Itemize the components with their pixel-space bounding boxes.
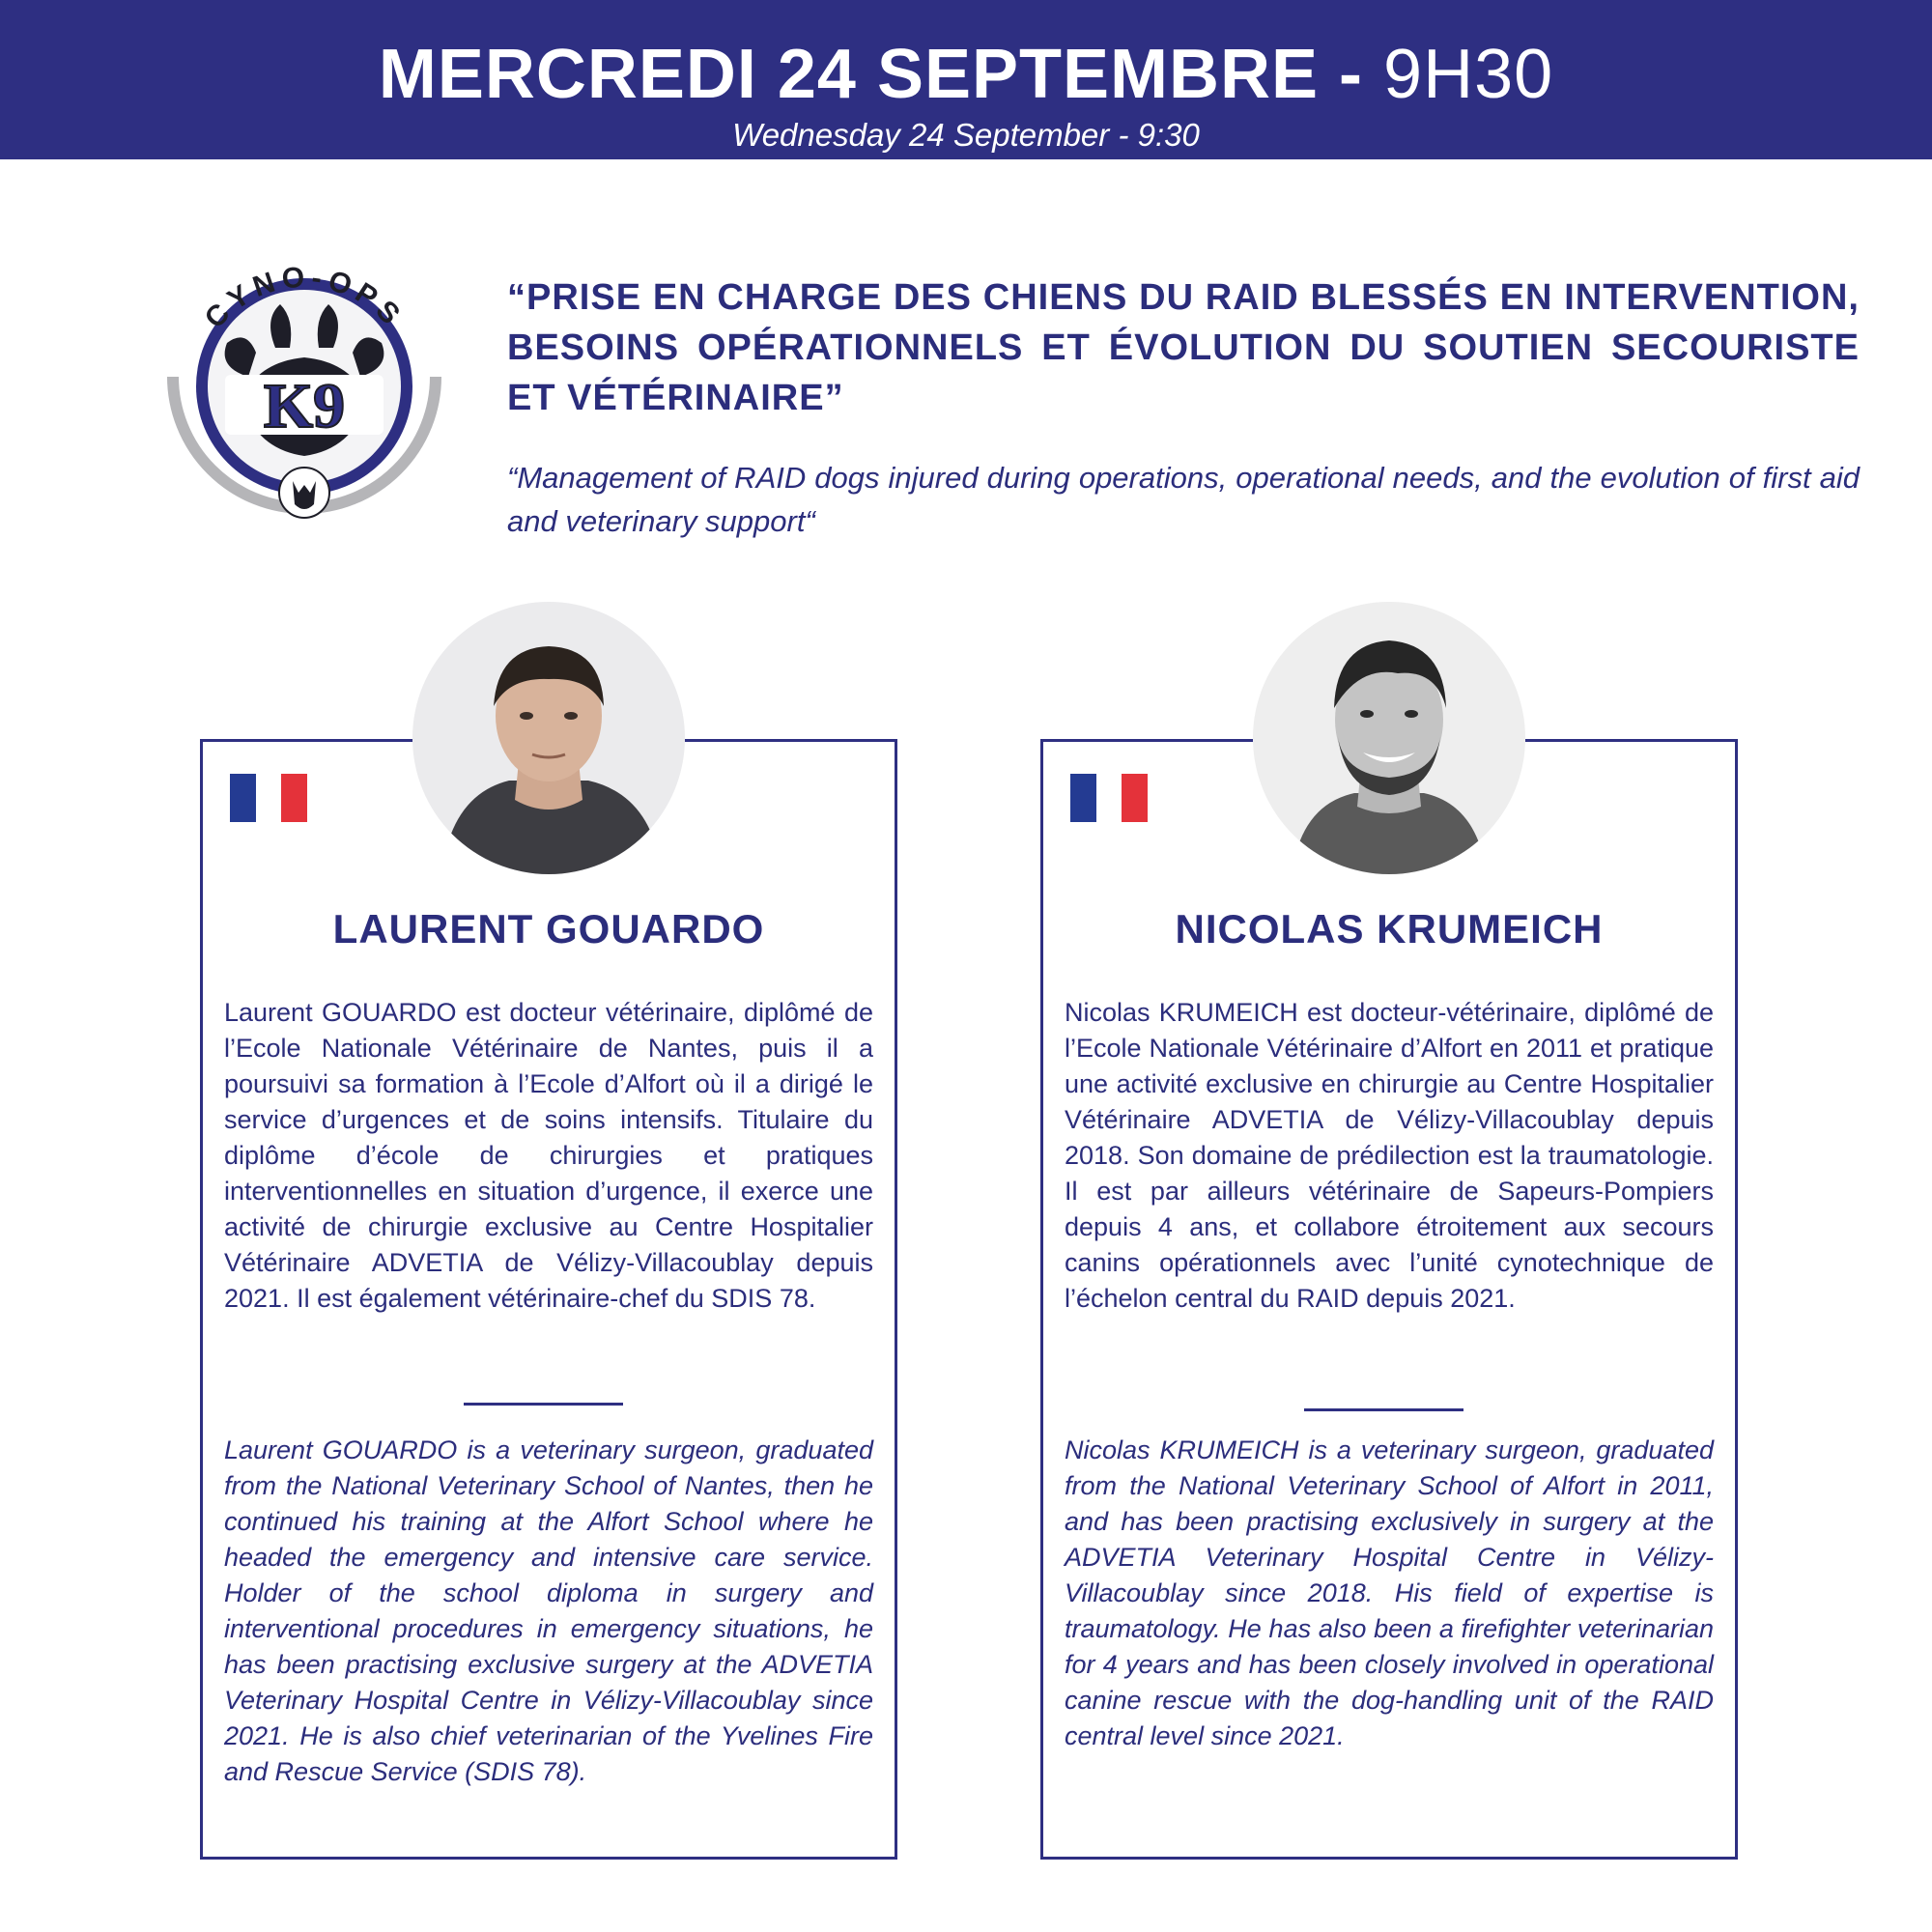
date-time-separator: - [1339,36,1364,113]
event-date: MERCREDI 24 SEPTEMBRE [378,36,1320,113]
speaker-bio-french: Laurent GOUARDO est docteur vétérinaire, diplômé de l’Ecole Nationale Vétérinaire de Nantes, puis il a poursuivi sa formation à l’Ecole d’Alfort où il a dirigé le service d’urgences et de soins intensifs. Titulaire du diplôme d’école de chirurgies et pratiques interventionnelles en situation d’urgence, il exerce une activité de chirurgie exclusive au Centre Hospitalier Vétérinaire ADVETIA de Vélizy-Villacoublay depuis 2021. Il est également vétérinaire-chef du SDIS 78. [224,998,873,1313]
bio-divider [1304,1408,1463,1411]
speaker-name: NICOLAS KRUMEICH [1175,906,1604,952]
event-date-time [0,33,1932,116]
person-portrait-icon [412,602,685,874]
event-time: 9H30 [1383,36,1554,113]
speaker-bio-english: Laurent GOUARDO is a veterinary surgeon, graduated from the National Veterinary School of Nantes, then he continued his training at the Alfort School where he headed the emergency and intensive care service. Holder of the school diploma in surgery and interventional procedures in emergency situations, he has been practising exclusive surgery at the ADVETIA Veterinary Hospital Centre in Vélizy-Villacoublay since 2021. He is also chief veterinarian of the Yvelines Fire and Rescue Service (SDIS 78). [224,1435,873,1786]
speaker-photo-nicolas-krumeich [1253,602,1525,874]
person-portrait-icon [1253,602,1525,874]
speaker-bio-english: Nicolas KRUMEICH is a veterinary surgeon, graduated from the National Veterinary School of Alfort in 2011, and has been practising exclusively in surgery at the ADVETIA Veterinary Hospital Centre in Vélizy-Villacoublay since 2018. His field of expertise is traumatology. He has also been a firefighter veterinarian for 4 years and has been closely involved in operational canine rescue with the dog-handling unit of the RAID central level since 2021. [1065,1435,1714,1750]
speaker-photo-laurent-gouardo [412,602,685,874]
france-flag-icon [230,774,307,822]
talk-title-french: “PRISE EN CHARGE DES CHIENS DU RAID BLESSÉS EN INTERVENTION, BESOINS OPÉRATIONNELS ET ÉVOLUTION DU SOUTIEN SECOURISTE ET VÉTÉRINAIRE” [507,277,1860,418]
header-banner [0,0,1932,159]
france-flag-icon [1070,774,1148,822]
speaker-name: LAURENT GOUARDO [332,906,765,952]
svg-text:K9: K9 [263,371,346,441]
speaker-card-nicolas-krumeich [1040,739,1738,1860]
talk-title-english: “Management of RAID dogs injured during operations, operational needs, and the evolution of first aid and veterinary support“ [507,461,1860,538]
k9-badge-icon [159,232,449,531]
speaker-bio-french: Nicolas KRUMEICH est docteur-vétérinaire, diplômé de l’Ecole Nationale Vétérinaire d’Alfort en 2011 et pratique une activité exclusive en chirurgie au Centre Hospitalier Vétérinaire ADVETIA de Vélizy-Villacoublay depuis 2018. Son domaine de prédilection est la traumatologie. Il est par ailleurs vétérinaire de Sapeurs-Pompiers depuis 4 ans, et collabore étroitement aux secours canins opérationnels avec l’unité cynotechnique de l’échelon central du RAID depuis 2021. [1065,998,1714,1313]
speaker-card-laurent-gouardo [200,739,897,1860]
cyno-ops-k9-logo [159,232,449,531]
svg-text:CYNO-OPS: CYNO-OPS [198,261,411,335]
bio-divider [464,1403,623,1406]
event-date-english: Wednesday 24 September - 9:30 [732,117,1200,153]
